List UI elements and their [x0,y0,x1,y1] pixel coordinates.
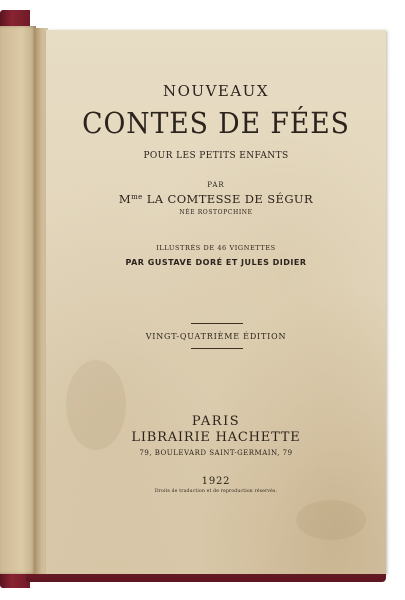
book-subtitle: POUR LES PETITS ENFANTS [143,151,289,161]
publisher-address: 79, BOULEVARD SAINT-GERMAIN, 79 [139,449,293,457]
series-heading: NOUVEAUX [163,82,269,100]
author-prefix: M [118,192,132,206]
edition-label: VINGT-QUATRIÈME ÉDITION [145,332,287,341]
publisher-city: PARIS [191,414,241,429]
publisher-name: LIBRAIRIE HACHETTE [131,430,301,445]
paper-stain [296,500,366,540]
by-label: PAR [207,181,225,189]
rights-notice: Droits de traduction et de reproduction réservés. [154,489,278,494]
author-line [46,192,386,206]
illustrations-note: ILLUSTRÉS DE 46 VIGNETTES [156,244,276,252]
publication-year: 1922 [201,476,231,487]
illustrators-line: PAR GUSTAVE DORÉ ET JULES DIDIER [125,258,307,267]
author-prefix-superscript: me [131,193,143,201]
book-title: CONTES DE FÉES [82,106,350,140]
author-name: LA COMTESSE DE SÉGUR [146,192,314,206]
title-page [46,30,386,574]
edition-rule-bottom [191,348,243,349]
author-birth-name: NÉE ROSTOPCHINE [179,209,253,216]
flyleaf-page [0,26,36,574]
edition-rule-top [191,323,243,324]
